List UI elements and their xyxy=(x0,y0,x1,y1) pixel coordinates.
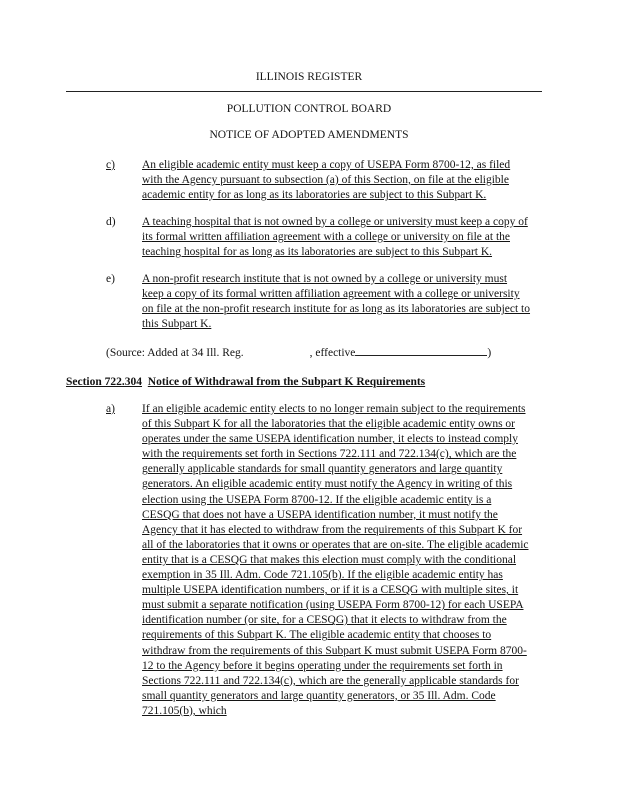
section-number: Section 722.304 xyxy=(66,376,143,388)
board-heading: POLLUTION CONTROL BOARD xyxy=(226,103,392,115)
paragraph-d-label: d) xyxy=(106,216,116,228)
paragraph-c-text: An eligible academic entity must keep a copy of USEPA Form 8700-12, as filed with the Agency pursuant to subsection (a) of this Section, on file at the eligible academic entity for as long as its laboratories are subject to this Subpart K. xyxy=(142,159,511,201)
source-effective: , effective xyxy=(309,347,356,359)
source-suffix: ) xyxy=(487,347,492,359)
paragraph-d-text: A teaching hospital that is not owned by a college or university must keep a copy of its formal written affiliation agreement with a college or university on file at the teaching hospital for as long as its laboratories are subject to this Subpart K. xyxy=(142,216,528,258)
section-title: Notice of Withdrawal from the Subpart K Requirements xyxy=(147,376,426,388)
section-heading xyxy=(66,375,425,390)
register-heading: ILLINOIS REGISTER xyxy=(255,71,363,83)
paragraph-a-label: a) xyxy=(106,403,115,415)
paragraph-e-text: A non-profit research institute that is not owned by a college or university must keep a copy of its formal written affiliation agreement with a college or university on file at the non-profit research institute for as long as its laboratories are subject to this Subpart K. xyxy=(142,273,531,330)
paragraph-a-text: If an eligible academic entity elects to no longer remain subject to the requirements of this Subpart K for all the laboratories that the eligible academic entity owns or operates under the same USEPA identification number, it elects to instead comply with the requirements set forth in Sections 722.111 and 722.134(c), which are the generally applicable standards for small quantity generators and large quantity generators. An eligible academic entity must notify the Agency in writing of this election using the USEPA Form 8700-12. If the eligible academic entity is a CESQG that does not have a USEPA identification number, it must notify the Agency that it has elected to withdraw from the requirements of this Subpart K for all of the laboratories that it owns or operates that are on-site. The eligible academic entity that is a CESQG that makes this election must comply with the conditional exemption in 35 Ill. Adm. Code 721.105(b). If the eligible academic entity has multiple USEPA identification numbers, or if it is a CESQG with multiple sites, it must submit a separate notification (using USEPA Form 8700-12) for each USEPA identification number (or site, for a CESQG) that it elects to withdraw from the requirements of this Subpart K. The eligible academic entity that chooses to withdraw from the requirements of this Subpart K must submit USEPA Form 8700-12 to the Agency before it begins operating under the requirements set forth in Sections 722.111 and 722.134(c), which are the generally applicable standards for small quantity generators and large quantity generators, or 35 Ill. Adm. Code 721.105(b), which xyxy=(142,403,529,717)
source-prefix: (Source: Added at 34 Ill. Reg. xyxy=(106,347,244,359)
header-rule xyxy=(66,91,542,92)
paragraph-e-label: e) xyxy=(106,273,115,285)
paragraph-c-label: c) xyxy=(106,159,115,171)
source-blank-effective xyxy=(355,344,487,356)
notice-heading: NOTICE OF ADOPTED AMENDMENTS xyxy=(209,129,409,141)
source-note xyxy=(106,344,491,361)
